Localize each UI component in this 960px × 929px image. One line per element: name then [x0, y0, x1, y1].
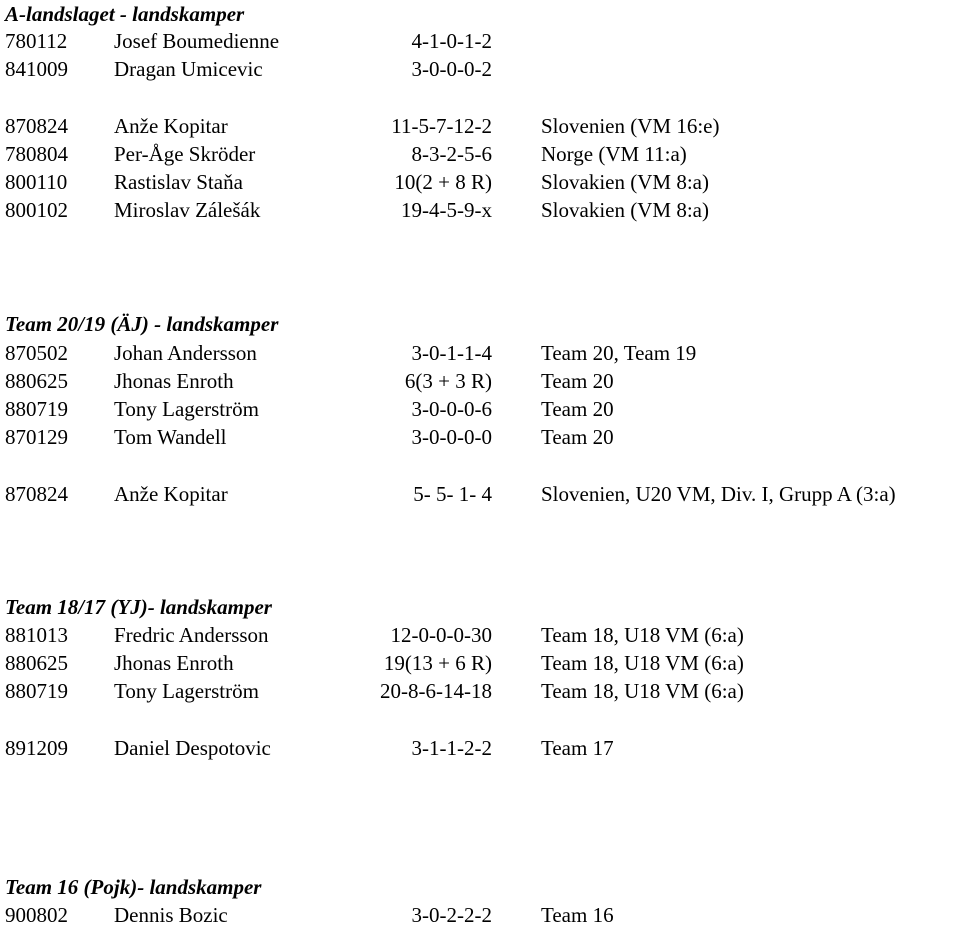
player-team: Team 18, U18 VM (6:a) — [541, 679, 744, 703]
player-id: 780112 — [5, 29, 68, 53]
player-name: Jhonas Enroth — [114, 369, 234, 393]
player-name: Josef Boumedienne — [114, 29, 280, 53]
player-name: Per-Åge Skröder — [114, 142, 256, 166]
player-stats: 3-0-0-0-2 — [411, 57, 492, 81]
player-name: Anže Kopitar — [114, 482, 228, 506]
player-name: Dennis Bozic — [114, 903, 228, 927]
player-name: Daniel Despotovic — [114, 736, 271, 760]
player-id: 900802 — [5, 903, 68, 927]
player-team: Team 20 — [541, 369, 614, 393]
player-stats: 8-3-2-5-6 — [411, 142, 492, 166]
player-name: Rastislav Staňa — [114, 170, 243, 194]
player-team: Team 17 — [541, 736, 614, 760]
player-name: Fredric Andersson — [114, 623, 269, 647]
player-stats: 6(3 + 3 R) — [404, 369, 492, 393]
player-stats: 3-1-1-2-2 — [411, 736, 492, 760]
player-name: Tom Wandell — [114, 425, 227, 449]
player-id: 870129 — [5, 425, 68, 449]
player-row — [0, 395, 960, 423]
player-stats: 10(2 + 8 R) — [394, 170, 492, 194]
player-row — [0, 367, 960, 395]
player-team: Team 20 — [541, 397, 614, 421]
player-id: 780804 — [5, 142, 68, 166]
player-name: Johan Andersson — [114, 341, 257, 365]
player-row — [0, 140, 960, 168]
player-id: 800102 — [5, 198, 68, 222]
section-title: Team 16 (Pojk)- landskamper — [5, 875, 262, 899]
player-id: 880719 — [5, 679, 68, 703]
player-id: 870824 — [5, 482, 68, 506]
player-row — [0, 901, 960, 929]
player-stats: 11-5-7-12-2 — [391, 114, 492, 138]
player-row — [0, 168, 960, 196]
player-team: Slovakien (VM 8:a) — [541, 170, 709, 194]
player-stats: 3-0-1-1-4 — [411, 341, 492, 365]
player-id: 870502 — [5, 341, 68, 365]
player-name: Anže Kopitar — [114, 114, 228, 138]
player-id: 880625 — [5, 369, 68, 393]
player-stats: 3-0-0-0-6 — [411, 397, 492, 421]
player-name: Tony Lagerström — [114, 679, 259, 703]
player-id: 841009 — [5, 57, 68, 81]
player-row — [0, 734, 960, 762]
section-title: Team 18/17 (YJ)- landskamper — [5, 595, 272, 619]
player-id: 881013 — [5, 623, 68, 647]
player-id: 880719 — [5, 397, 68, 421]
player-team: Team 18, U18 VM (6:a) — [541, 651, 744, 675]
player-id: 891209 — [5, 736, 68, 760]
section-title: A-landslaget - landskamper — [5, 2, 245, 26]
player-name: Miroslav Zálešák — [114, 198, 261, 222]
player-row — [0, 339, 960, 367]
player-team: Team 20, Team 19 — [541, 341, 697, 365]
player-row — [0, 621, 960, 649]
player-name: Dragan Umicevic — [114, 57, 263, 81]
player-team: Slovenien (VM 16:e) — [541, 114, 720, 138]
player-stats: 19-4-5-9-x — [401, 198, 492, 222]
player-name: Jhonas Enroth — [114, 651, 234, 675]
player-row — [0, 27, 960, 55]
player-team: Slovenien, U20 VM, Div. I, Grupp A (3:a) — [541, 482, 896, 506]
player-row — [0, 196, 960, 224]
player-team: Team 16 — [541, 903, 614, 927]
player-row — [0, 112, 960, 140]
player-stats: 4-1-0-1-2 — [411, 29, 492, 53]
player-row — [0, 423, 960, 451]
player-row — [0, 677, 960, 705]
player-stats: 12-0-0-0-30 — [390, 623, 492, 647]
player-team: Norge (VM 11:a) — [541, 142, 687, 166]
player-row — [0, 55, 960, 83]
player-team: Slovakien (VM 8:a) — [541, 198, 709, 222]
player-stats: 20-8-6-14-18 — [380, 679, 492, 703]
player-id: 800110 — [5, 170, 68, 194]
section-title: Team 20/19 (ÄJ) - landskamper — [5, 312, 279, 336]
player-row — [0, 649, 960, 677]
player-id: 870824 — [5, 114, 68, 138]
player-stats: 3-0-2-2-2 — [411, 903, 492, 927]
player-name: Tony Lagerström — [114, 397, 259, 421]
player-stats: 19(13 + 6 R) — [383, 651, 492, 675]
player-team: Team 18, U18 VM (6:a) — [541, 623, 744, 647]
player-team: Team 20 — [541, 425, 614, 449]
player-row — [0, 480, 960, 508]
player-stats: 3-0-0-0-0 — [411, 425, 492, 449]
player-id: 880625 — [5, 651, 68, 675]
player-stats: 5- 5- 1- 4 — [413, 482, 492, 506]
